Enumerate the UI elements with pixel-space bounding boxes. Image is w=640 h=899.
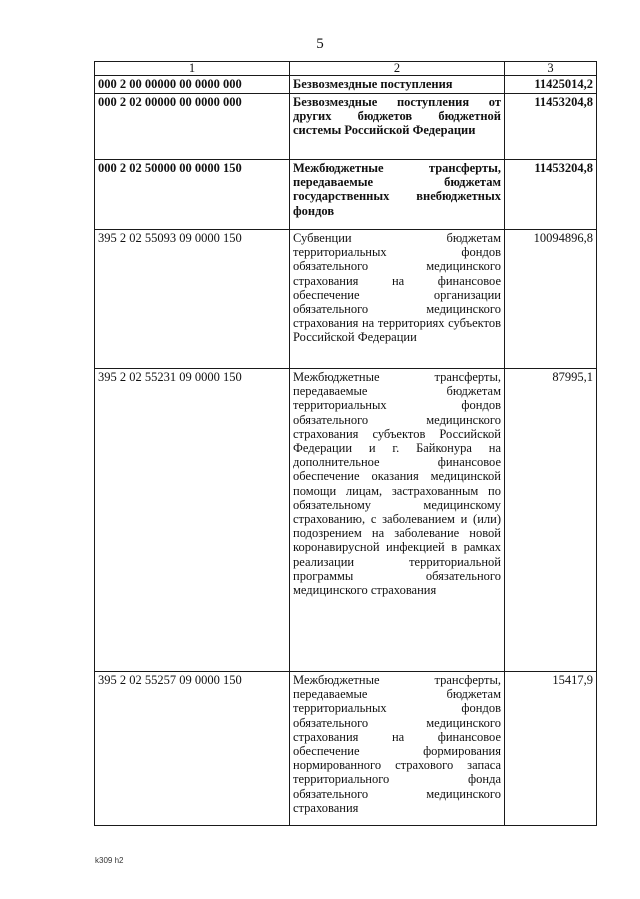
budget-revenue-table — [94, 61, 597, 826]
amount-cell: 87995,1 — [505, 369, 597, 672]
amount-cell: 11453204,8 — [505, 94, 597, 160]
revenue-name-cell: Безвозмездные поступления от других бюджетов бюджетной системы Российской Федерации — [290, 94, 505, 160]
table-row — [95, 76, 597, 94]
revenue-name-cell: Межбюджетные трансферты, передаваемые бюджетам государственных внебюджетных фондов — [290, 160, 505, 230]
table-header-row — [95, 62, 597, 76]
revenue-name-cell: Субвенции бюджетам территориальных фондов обязательного медицинского страхования на финансовое обеспечение организации обязательного медицинского страхования на территориях субъектов Российской Федерации — [290, 230, 505, 369]
column-header-name: 2 — [290, 62, 505, 76]
amount-cell: 10094896,8 — [505, 230, 597, 369]
budget-code-cell: 000 2 00 00000 00 0000 000 — [95, 76, 290, 94]
amount-cell: 11425014,2 — [505, 76, 597, 94]
table-row — [95, 94, 597, 160]
document-code-mark: k309 h2 — [95, 856, 124, 865]
table-row — [95, 369, 597, 672]
budget-code-cell: 000 2 02 00000 00 0000 000 — [95, 94, 290, 160]
budget-code-cell: 000 2 02 50000 00 0000 150 — [95, 160, 290, 230]
revenue-name-cell: Межбюджетные трансферты, передаваемые бюджетам территориальных фондов обязательного медицинского страхования субъектов Российской Федерации и г. Байконура на дополнительное финансовое обеспечение оказания медицинской помощи лицам, застрахованным по обязательному медицинскому страхованию, с заболеванием и (или) подозрением на заболевание новой коронавирусной инфекцией в рамках реализации территориальной программы обязательного медицинского страхования — [290, 369, 505, 672]
column-header-code: 1 — [95, 62, 290, 76]
amount-cell: 15417,9 — [505, 672, 597, 826]
table-row — [95, 160, 597, 230]
revenue-name-cell: Межбюджетные трансферты, передаваемые бюджетам территориальных фондов обязательного медицинского страхования на финансовое обеспечение формирования нормированного страхового запаса территориального фонда обязательного медицинского страхования — [290, 672, 505, 826]
budget-code-cell: 395 2 02 55093 09 0000 150 — [95, 230, 290, 369]
amount-cell: 11453204,8 — [505, 160, 597, 230]
page-number: 5 — [316, 36, 324, 52]
table-row — [95, 672, 597, 826]
column-header-amount: 3 — [505, 62, 597, 76]
budget-code-cell: 395 2 02 55257 09 0000 150 — [95, 672, 290, 826]
table-row — [95, 230, 597, 369]
budget-code-cell: 395 2 02 55231 09 0000 150 — [95, 369, 290, 672]
revenue-name-cell: Безвозмездные поступления — [290, 76, 505, 94]
